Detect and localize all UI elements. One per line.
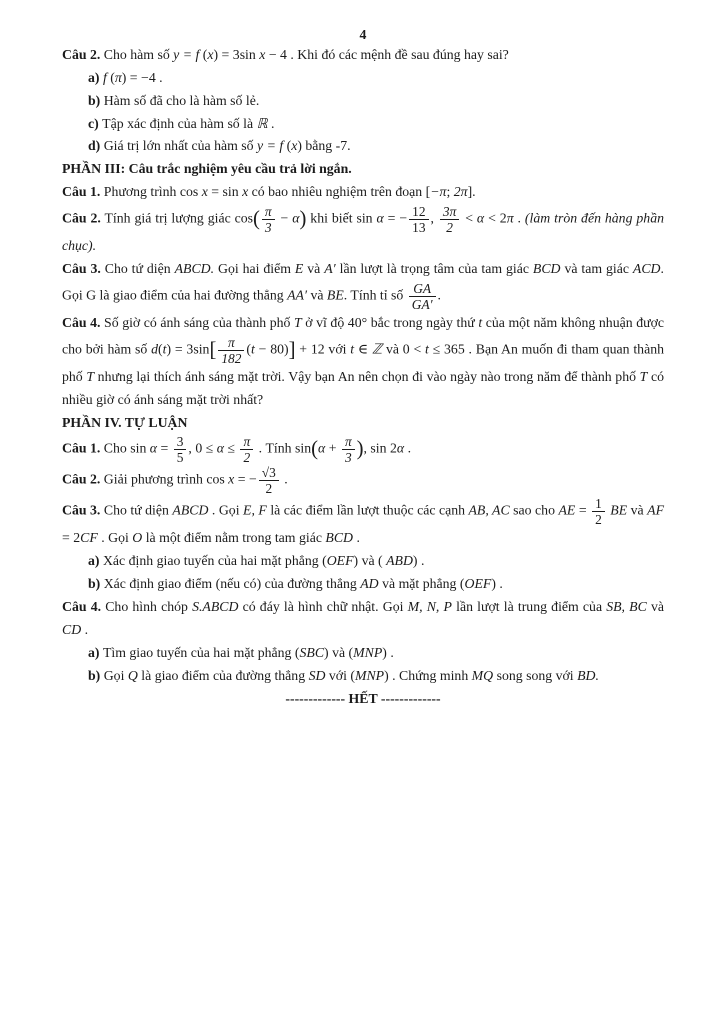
text-run: ) . [412, 553, 425, 569]
text-run: ≤ 365 . Bạn An muốn đi tham quan thành phố [62, 341, 664, 384]
text-run: − 4 . Khi đó các mệnh đề sau đúng hay sai? [265, 46, 509, 62]
text-run: BCD [325, 530, 354, 546]
p4-q2 [62, 465, 664, 496]
text-run: . Tính tỉ số [343, 287, 407, 303]
text-run: = [575, 503, 591, 518]
q2-item-c [62, 113, 664, 136]
fraction-denominator: 2 [595, 512, 602, 528]
text-run: a) [88, 644, 103, 660]
fraction-denominator: 3 [264, 220, 272, 236]
text-run: ( [106, 69, 115, 85]
text-run: . [437, 287, 441, 303]
text-run: = [157, 441, 172, 457]
text-run: ở vĩ độ 40° bắc trong ngày thứ [301, 314, 479, 330]
text-run: ) = 3sin [213, 46, 260, 62]
p4-q1 [62, 434, 664, 465]
text-run: . Gọi [208, 503, 244, 518]
q2-item-d [62, 135, 664, 158]
text-run: . [81, 621, 89, 637]
text-run: ]. [467, 184, 476, 200]
fraction [409, 281, 436, 312]
text-run: t [350, 341, 355, 357]
q2-statement [62, 44, 664, 67]
fraction-numerator: π [240, 434, 253, 450]
fraction-numerator: 3π [440, 204, 459, 220]
text-run: t [162, 341, 167, 357]
text-run: Câu 3. [62, 261, 101, 277]
text-run: α [318, 441, 326, 457]
text-run: và [627, 503, 648, 518]
fraction [342, 434, 355, 465]
text-run: a) [88, 69, 103, 85]
text-run: x [207, 46, 214, 62]
text-run: có đáy là hình chữ nhật. Gọi [238, 598, 408, 614]
text-run: BE [326, 287, 344, 303]
fraction-numerator: π [218, 335, 244, 351]
text-run: AD [360, 576, 379, 592]
text-run: x [228, 472, 235, 488]
text-run: α [476, 210, 485, 226]
fraction-numerator: π [342, 434, 355, 450]
text-run: có bao nhiêu nghiệm trên đoạn [ [248, 184, 431, 200]
fraction-denominator: 2 [243, 450, 251, 466]
text-run: và [646, 598, 664, 614]
text-run: ∈ [354, 341, 372, 357]
text-run: OEF [464, 576, 492, 592]
text-run: ) = 3sin [166, 341, 210, 357]
fraction-denominator: 5 [176, 450, 184, 466]
text-run: d) [88, 138, 104, 154]
text-run: Xác định giao điểm (nếu có) của đường thẳng [103, 576, 361, 592]
text-run: Câu 4. [62, 598, 102, 614]
text-run: Câu 1. [62, 184, 101, 200]
fraction-numerator: 3 [174, 434, 187, 450]
text-run: (làm tròn đến hàng phần chục). [62, 210, 664, 254]
part4-heading [62, 412, 664, 435]
text-run: với ( [325, 667, 355, 683]
text-run: ------------- HẾT ------------- [285, 690, 441, 706]
p4-q3-item-a [62, 550, 664, 573]
fraction [218, 335, 244, 366]
text-run: . Gọi G là giao điểm của hai đường thẳng [62, 261, 664, 303]
text-run: + 12 với [295, 341, 351, 357]
text-run: = − [234, 472, 257, 488]
text-run: π [506, 210, 514, 226]
text-run: α [376, 210, 384, 226]
text-run: Hàm số đã cho là hàm số lẻ. [103, 92, 260, 108]
text-run: = 2 [62, 530, 81, 546]
text-run: ) = −4 . [121, 69, 163, 85]
text-run: lần lượt là trung điểm của [451, 598, 607, 614]
text-run: c) [88, 115, 103, 131]
text-run: b) [88, 92, 104, 108]
fraction [259, 465, 279, 496]
text-run: x [259, 46, 266, 62]
page-number: 4 [359, 27, 367, 42]
text-run: là một điểm nằm trong tam giác [142, 530, 326, 546]
fraction-denominator: GA′ [411, 296, 433, 312]
text-run: ( [199, 46, 208, 62]
text-run: x [201, 184, 208, 200]
p4-q4 [62, 596, 664, 642]
p3-q1 [62, 181, 664, 204]
text-run: −π [430, 184, 447, 200]
fraction-denominator: 3 [344, 450, 352, 466]
text-run: < [461, 210, 477, 226]
text-run: Tập xác định của hàm số là [102, 115, 257, 131]
text-run: SBC [299, 644, 325, 660]
text-run: AA′ [287, 287, 307, 303]
text-run: Cho sin [100, 441, 150, 457]
text-run: Câu 2. [62, 472, 101, 488]
text-run: của một năm không nhuận được cho bởi hàm số [62, 314, 664, 357]
text-run: song song với [493, 667, 578, 683]
p3-q3 [62, 258, 664, 312]
text-run: x [242, 184, 249, 200]
text-run: ABCD. [174, 261, 215, 277]
text-run: . Gọi [97, 530, 133, 546]
text-run: Cho hình chóp [101, 598, 193, 614]
text-run: b) [88, 667, 104, 683]
text-run: Cho tứ diện [100, 261, 175, 277]
text-run: a) [88, 553, 103, 569]
text-run: < 2 [484, 210, 507, 226]
text-run: SD [308, 667, 326, 683]
text-run: x [291, 138, 298, 154]
p4-q4-item-b [62, 665, 664, 688]
text-run: Cho tứ diện [100, 503, 173, 518]
p3-q4 [62, 312, 664, 412]
text-run: S.ABCD [192, 598, 239, 614]
text-run: Gọi [103, 667, 128, 683]
text-run: Số giờ có ánh sáng của thành phố [100, 314, 294, 330]
text-run: A′ [324, 261, 336, 277]
fraction-denominator: 13 [412, 220, 426, 236]
text-run: ABD [386, 553, 413, 569]
text-run: α [216, 441, 224, 457]
text-run: Giá trị lớn nhất của hàm số [103, 138, 257, 154]
text-run: PHẦN III: Câu trắc nghiệm yêu cầu trả lời ngắn. [62, 161, 352, 177]
text-run: . [404, 441, 412, 457]
fraction-numerator: √3 [259, 465, 279, 481]
text-run: = − [383, 210, 408, 226]
text-run: − [276, 210, 293, 226]
fraction [440, 204, 459, 235]
text-run: E, F [243, 503, 267, 518]
text-run: π [114, 69, 122, 85]
text-run: Câu 2. [62, 46, 101, 62]
text-run: ) [356, 438, 364, 461]
text-run: Câu 3. [62, 503, 101, 518]
fraction [592, 496, 605, 527]
text-run: OEF [326, 553, 354, 569]
part3-heading [62, 158, 664, 181]
text-run: . [280, 472, 288, 488]
text-run: Phương trình cos [100, 184, 202, 200]
fraction-denominator: 182 [221, 350, 242, 366]
text-run: ) . Chứng minh [384, 667, 472, 683]
text-run: khi biết sin [306, 210, 377, 226]
text-run: Câu 4. [62, 314, 101, 330]
text-run: ) và ( [324, 644, 354, 660]
text-run: , 0 ≤ [188, 441, 217, 457]
text-run: ACD [632, 261, 661, 277]
text-run: t [251, 341, 255, 357]
text-run: . [513, 210, 525, 226]
text-run: d [151, 341, 159, 357]
text-run: là giao điểm của đường thẳng [137, 667, 309, 683]
text-run: BCD [532, 261, 561, 277]
text-run: ABCD [172, 503, 209, 518]
text-run: Tìm giao tuyến của hai mặt phẳng ( [102, 644, 300, 660]
text-run: và [307, 287, 327, 303]
text-run: lần lượt là trọng tâm của tam giác [335, 261, 533, 277]
text-run: MNP [354, 667, 385, 683]
text-run: . Tính sin [255, 441, 312, 457]
text-run: ] [288, 338, 296, 361]
fraction [174, 434, 187, 465]
text-run: CD [62, 621, 82, 637]
text-run: ) . [382, 644, 394, 660]
fraction-numerator: GA [409, 281, 436, 297]
text-run: Q [127, 667, 138, 683]
p4-q3-item-b [62, 573, 664, 596]
text-run: , sin 2 [363, 441, 397, 457]
text-run: y = f [173, 46, 200, 62]
text-run: và tam giác [560, 261, 633, 277]
q2-item-b [62, 90, 664, 113]
text-run: BD. [577, 667, 599, 683]
document-body [62, 44, 664, 711]
text-run: ) và ( [353, 553, 387, 569]
fraction-numerator: 1 [592, 496, 605, 512]
text-run: . [353, 530, 360, 546]
end-marker [62, 688, 664, 711]
text-run: và 0 < [382, 341, 426, 357]
text-run: , [430, 210, 438, 226]
text-run: α [292, 210, 300, 226]
fraction-denominator: 2 [265, 481, 273, 497]
text-run: là các điểm lần lượt thuộc các cạnh [266, 503, 469, 518]
text-run: ) [299, 208, 307, 231]
text-run: PHẦN IV. TỰ LUẬN [62, 414, 188, 430]
text-run: + [325, 441, 340, 457]
text-run: Gọi hai điểm [214, 261, 295, 277]
p3-q2 [62, 204, 664, 258]
text-run: . [267, 115, 275, 131]
fraction [409, 204, 428, 235]
text-run: t [478, 314, 483, 330]
fraction [240, 434, 253, 465]
text-run: có nhiều giờ có ánh sáng mặt trời nhất? [62, 368, 664, 407]
text-run: ( [311, 438, 318, 461]
text-run: ) . [491, 576, 503, 592]
text-run: ( [253, 208, 260, 231]
text-run: T [293, 314, 302, 330]
p4-q3 [62, 496, 664, 550]
text-run: Cho hàm số [100, 46, 174, 62]
text-run: 2π [453, 184, 468, 200]
text-run: f [102, 69, 107, 85]
text-run: [ [209, 338, 217, 361]
fraction-numerator: π [262, 204, 275, 220]
text-run: BE [610, 503, 628, 518]
text-run: b) [88, 576, 104, 592]
fraction-denominator: 2 [446, 220, 453, 236]
text-run: AE [558, 503, 576, 518]
text-run: T [639, 368, 648, 384]
text-run: α [396, 441, 405, 457]
text-run: Câu 1. [62, 441, 101, 457]
q2-item-a [62, 67, 664, 90]
text-run: E [294, 261, 304, 277]
fraction-numerator: 12 [409, 204, 428, 220]
text-run: ≤ [223, 441, 239, 457]
text-run: Xác định giao tuyến của hai mặt phẳng ( [102, 553, 327, 569]
text-run: = sin [207, 184, 243, 200]
text-run: M, N, P [407, 598, 452, 614]
text-run: sao cho [509, 503, 559, 518]
text-run: ; [446, 184, 454, 200]
text-run: α [149, 441, 158, 457]
text-run: ℤ [371, 341, 383, 357]
p4-q4-item-a [62, 642, 664, 665]
text-run: ( [283, 138, 292, 154]
text-run: ( [246, 341, 251, 357]
text-run: O [132, 530, 143, 546]
text-run: Câu 2. [62, 210, 101, 226]
text-run: ℝ [256, 115, 268, 131]
text-run: AF [647, 503, 664, 518]
text-run: − 80) [254, 341, 289, 357]
text-run: y = f [257, 138, 284, 154]
text-run: và mặt phẳng ( [378, 576, 465, 592]
text-run: Tính giá trị lượng giác cos [100, 210, 254, 226]
fraction [262, 204, 275, 235]
text-run: MQ [471, 667, 494, 683]
text-run: T [86, 368, 95, 384]
text-run: ) bằng -7. [297, 138, 351, 154]
text-run: nhưng lại thích ánh sáng mặt trời. Vậy bạn An nên chọn đi vào ngày nào trong năm để thành phố [94, 368, 640, 384]
text-run: CF [80, 530, 98, 546]
text-run: MNP [353, 644, 383, 660]
text-run: SB, BC [606, 598, 647, 614]
text-run: và [303, 261, 325, 277]
text-run: t [425, 341, 429, 357]
text-run: Giải phương trình cos [100, 472, 229, 488]
text-run: ( [158, 341, 163, 357]
text-run: AB, AC [468, 503, 510, 518]
